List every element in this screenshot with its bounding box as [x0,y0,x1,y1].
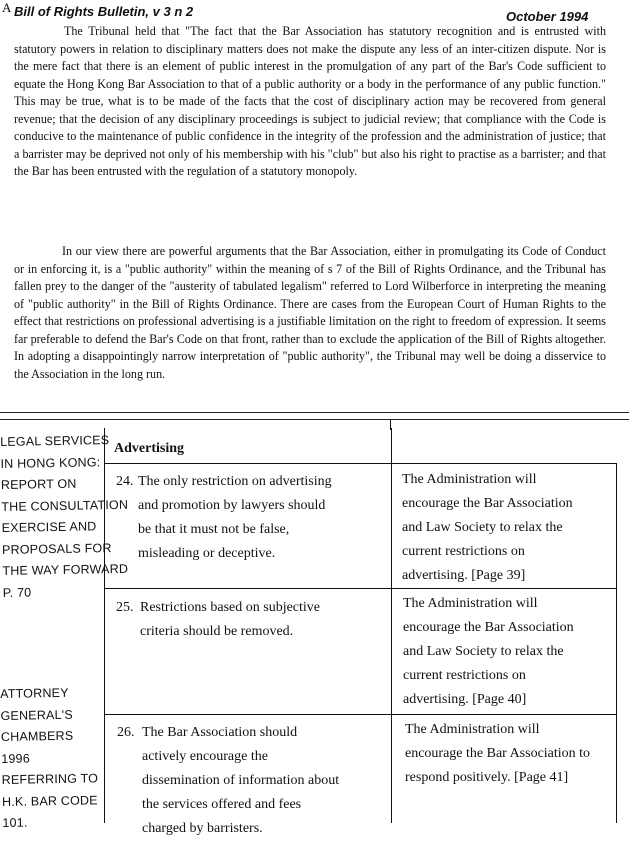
text-line: current restrictions on [402,544,525,559]
corner-mark: A [2,0,12,15]
recommendation-number: 26. [117,725,135,740]
note-line: THE WAY FORWARD [2,561,129,578]
text-line: encourage the Bar Association [402,496,573,511]
note-line: P. 70 [2,584,32,600]
bulletin-title: Bill of Rights Bulletin, v 3 n 2 [14,4,194,19]
text-line: actively encourage the [142,749,268,764]
table-row-divider [104,463,617,464]
handwritten-margin-note [0,682,109,834]
note-line: H.K. BAR CODE [1,792,98,809]
note-line: LEGAL SERVICES [0,433,110,449]
text-line: be that it must not be false, [138,522,290,537]
recommendation-text [140,596,320,644]
table-row-divider [104,588,617,589]
table-column-divider [391,428,392,823]
text-line: and Law Society to relax the [402,520,563,535]
text-line: misleading or deceptive. [138,546,276,561]
text-line: charged by barristers. [142,821,263,836]
text-line: the services offered and fees [142,797,302,812]
recommendation-number: 24. [116,474,134,489]
note-line: REPORT ON [0,476,77,492]
note-line: 1996 [1,750,31,766]
response-text [403,592,574,712]
table-right-border [616,463,617,823]
text-line: advertising. [Page 40] [403,692,527,707]
text-line: The Bar Association should [142,725,298,740]
section-divider [0,412,629,413]
text-line: criteria should be removed. [140,624,294,639]
text-line: dissemination of information about [142,773,340,788]
text-line: respond positively. [Page 41] [405,770,569,785]
table-row-divider [104,714,617,715]
recommendation-text [142,721,339,841]
note-line: REFERRING TO [1,771,99,787]
note-line: IN HONG KONG: [0,454,101,471]
text-line: encourage the Bar Association to [405,746,591,761]
response-text [402,468,573,588]
note-line: CHAMBERS [0,728,74,744]
note-line: ATTORNEY [0,685,69,701]
bulletin-date: October 1994 [506,9,589,24]
text-line: The Administration will [405,722,540,737]
paragraph-tribunal-holding: The Tribunal held that "The fact that the Bar Association has statutory recognition and is entrusted with statutory powers in relation to disciplinary matters does not make the dispute any less of an inter-citizen dispute. Nor is the mere fact that there is an element of public interest in the promulgation of any part of the Bar's Code sufficient to equate the Hong Kong Bar Association to that of a public authority or a body in the performance of any public function." This may be true, what is to be made of the facts that the cost of disciplinary action may be recovered from general revenue; that the decision of any disciplinary proceedings is subject to judicial review; that compliance with the Code is conducive to the maintenance of public confidence in the integrity of the profession and the administration of justice; that a barrister may be deprived not only of his membership with his "club" but also his right to practise as a barrister; and that the Bar has been entrusted with the regulation of a statutory monopoly. [14,24,606,178]
note-line: EXERCISE AND [1,519,97,535]
note-line: 101. [2,815,28,830]
text-line: Restrictions based on subjective [140,600,321,615]
recommendation-text [138,470,332,566]
response-text [405,718,590,790]
text-line: current restrictions on [403,668,526,683]
text-line: The Administration will [403,596,538,611]
text-line: and Law Society to relax the [403,644,564,659]
text-line: advertising. [Page 39] [402,568,526,583]
section-divider [0,419,629,420]
note-line: THE CONSULTATION [1,497,129,514]
table-column-divider [390,419,391,430]
note-line: GENERAL'S [0,707,73,723]
recommendation-number: 25. [116,600,134,615]
paragraph-our-view: In our view there are powerful arguments that the Bar Association, either in promulgating its Code of Conduct or in enforcing it, is a "public authority" within the meaning of s 7 of the Bill of Rights Ordinance, and the Tribunal has fallen prey to the danger of the "austerity of tabulated legalism" referred to Lord Wilberforce in interpreting the meaning of "public authority" in the Bill of Rights Ordinance. There are cases from the European Court of Human Rights to the effect that restrictions on professional advertising is a justifiable limitation on the right to freedom of expression. It seems far preferable to defend the Bar's Code on that front, rather than to exclude the application of the Bill of Rights altogether. In adopting a disappointingly narrow interpretation of "public authority", the Tribunal may well be doing a disservice to the Association in the long run. [14,244,606,381]
text-line: and promotion by lawyers should [138,498,326,513]
table-heading: Advertising [114,441,184,456]
text-line: encourage the Bar Association [403,620,574,635]
text-line: The Administration will [402,472,537,487]
note-line: PROPOSALS FOR [1,540,112,557]
text-line: The only restriction on advertising [138,474,332,489]
